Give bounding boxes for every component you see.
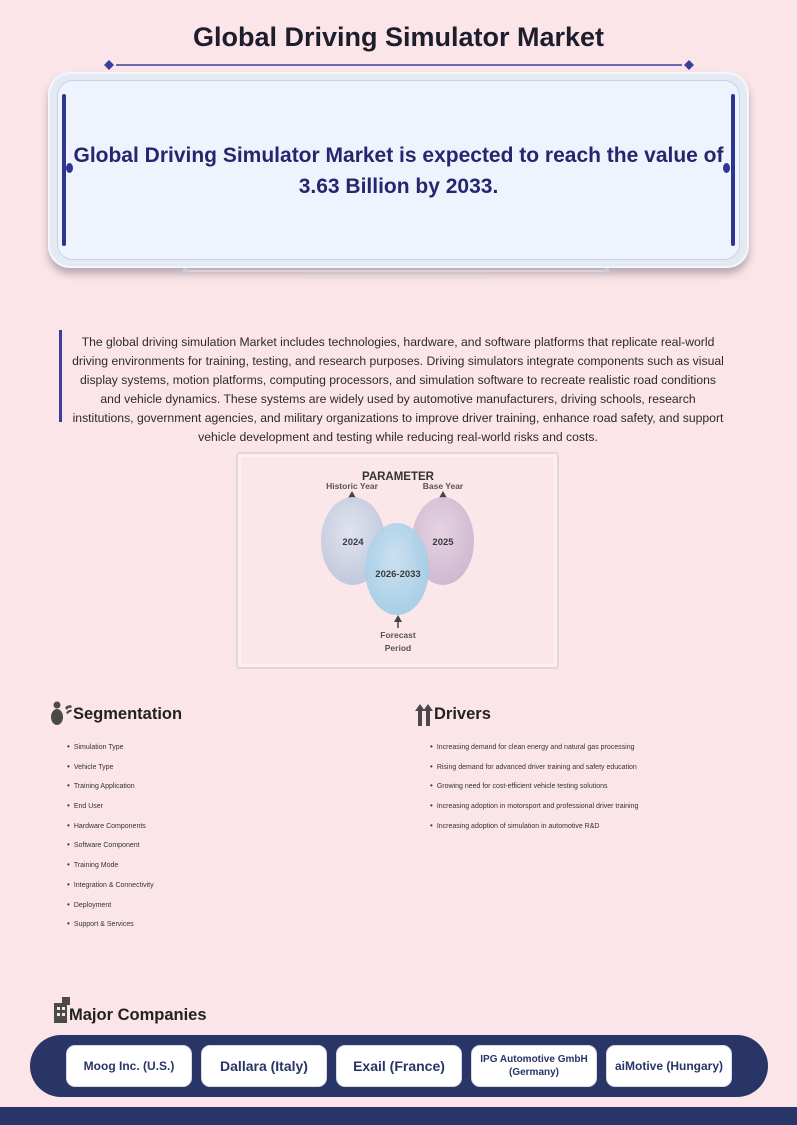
- parameter-title: PARAMETER: [362, 471, 434, 483]
- hero-right-bar: [731, 94, 735, 246]
- list-item: • Software Component: [67, 840, 367, 860]
- company-card: Exail (France): [336, 1045, 462, 1087]
- parameter-diagram: [236, 452, 559, 669]
- list-item: • Integration & Connectivity: [67, 880, 367, 900]
- building-icon: [54, 997, 70, 1023]
- footer-bar: [0, 1107, 797, 1125]
- drivers-list: [430, 742, 760, 840]
- page-title: Global Driving Simulator Market: [192, 22, 605, 52]
- hero-stand: [182, 266, 612, 280]
- list-item: • Increasing demand for clean energy and natural gas processing: [430, 742, 760, 762]
- company-card: aiMotive (Hungary): [606, 1045, 732, 1087]
- description-accent-bar: [59, 330, 62, 422]
- list-item: • Growing need for cost-efficient vehicle testing solutions: [430, 781, 760, 801]
- forecast-value: 2026-2033: [375, 569, 421, 580]
- list-item: • Deployment: [67, 900, 367, 920]
- list-item: • Increasing adoption of simulation in automotive R&D: [430, 821, 760, 841]
- base-year-label: Base Year: [422, 481, 464, 491]
- company-card: Moog Inc. (U.S.): [66, 1045, 192, 1087]
- list-item: • Support & Services: [67, 919, 367, 939]
- companies-title: Major Companies: [69, 1006, 207, 1024]
- list-item: • Vehicle Type: [67, 762, 367, 782]
- segmentation-icon: [51, 700, 73, 726]
- market-description: The global driving simulation Market includes technologies, hardware, and software platforms that replicate real-world driving environments for training, testing, and research purposes. Driving simulators integrate components such as visual display systems, motion platforms, computing processors, and simulation software to recreate realistic road conditions and vehicle dynamics. These systems are widely used by automotive manufacturers, driving schools, research institutions, government agencies, and military organizations to improve driver training, enhance road safety, and support vehicle development and testing while reducing real-world risks and costs.: [72, 335, 724, 444]
- list-item: • Increasing adoption in motorsport and professional driver training: [430, 801, 760, 821]
- drivers-title: Drivers: [434, 705, 491, 723]
- base-year-value: 2025: [432, 537, 454, 548]
- list-item: • Rising demand for advanced driver training and safety education: [430, 762, 760, 782]
- segmentation-title: Segmentation: [73, 705, 183, 723]
- segmentation-list: [67, 742, 367, 939]
- title-divider: [104, 58, 694, 72]
- hero-headline: Global Driving Simulator Market is expected to reach the value of 3.63 Billion by 2033.: [73, 144, 724, 198]
- company-card: Dallara (Italy): [201, 1045, 327, 1087]
- list-item: • End User: [67, 801, 367, 821]
- company-card: IPG Automotive GmbH (Germany): [471, 1045, 597, 1087]
- list-item: • Hardware Components: [67, 821, 367, 841]
- drivers-arrows-icon: [414, 702, 434, 726]
- list-item: • Training Application: [67, 781, 367, 801]
- forecast-arrow-icon: [394, 615, 402, 628]
- forecast-label-line2: Period: [384, 643, 412, 653]
- list-item: • Training Mode: [67, 860, 367, 880]
- historic-year-label: Historic Year: [326, 481, 378, 491]
- forecast-label-line1: Forecast: [380, 630, 416, 640]
- list-item: • Simulation Type: [67, 742, 367, 762]
- historic-year-value: 2024: [342, 537, 364, 548]
